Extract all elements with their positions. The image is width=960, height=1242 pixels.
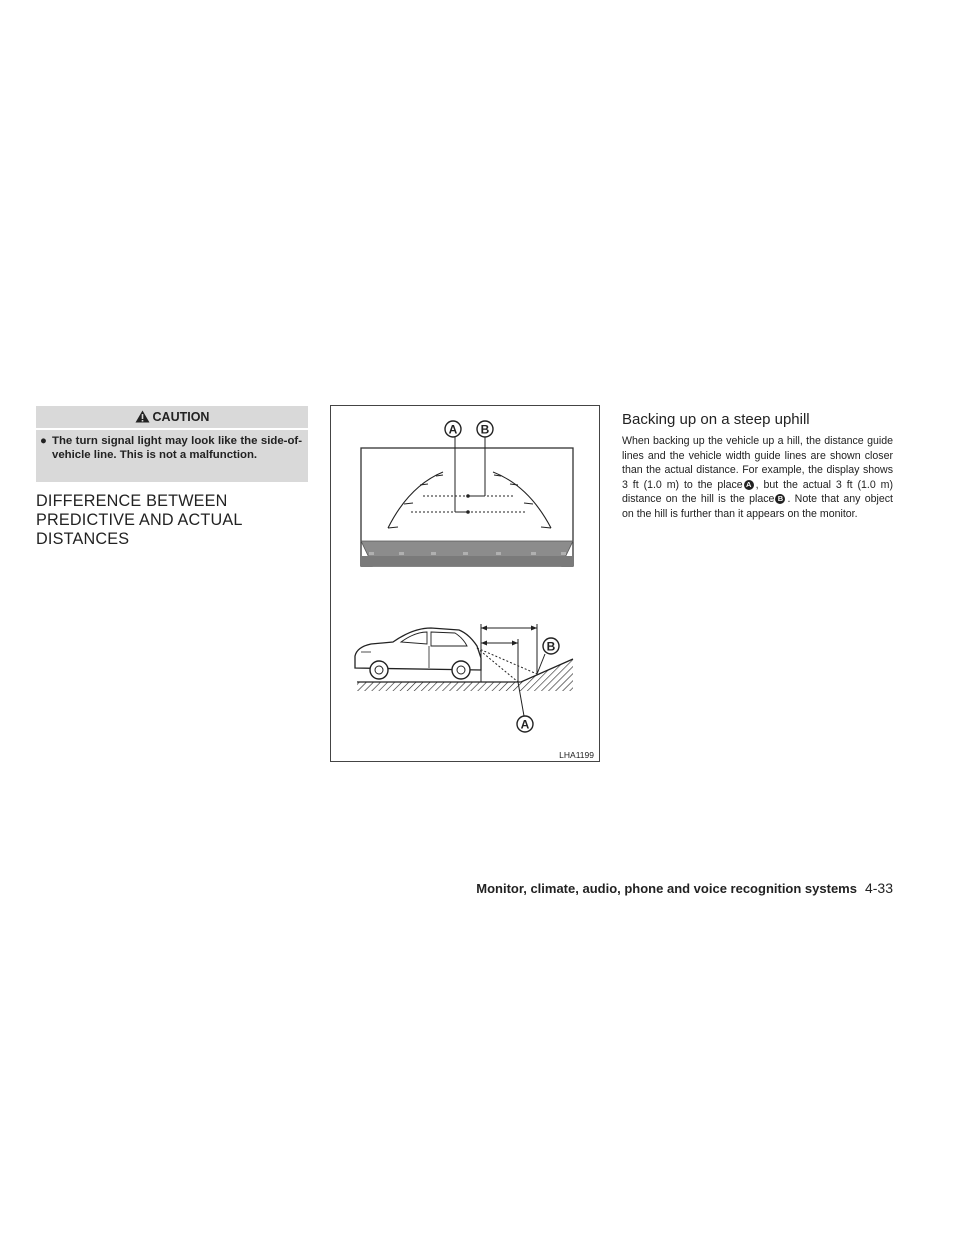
page-number: 4-33 xyxy=(864,880,893,896)
monitor-screen xyxy=(361,436,573,566)
car-illustration xyxy=(355,628,481,679)
caution-header xyxy=(36,406,308,430)
caution-text: The turn signal light may look like the side-of-vehicle line. This is not a malfunction. xyxy=(52,435,302,461)
page-footer xyxy=(476,880,893,896)
label-b-text: B xyxy=(480,422,490,437)
footer-title: Monitor, climate, audio, phone and voice recognition systems xyxy=(476,881,857,896)
paragraph-text-2: , but the actual 3 ft (1.0 m) distance on the hill is the place xyxy=(622,478,894,505)
caution-item xyxy=(40,434,302,462)
label-a-text: A xyxy=(448,422,458,437)
backing-uphill-diagram xyxy=(331,406,601,763)
side-view-scene xyxy=(355,624,573,716)
label-a-side-text: A xyxy=(520,717,530,732)
figure-code: LHA1199 xyxy=(559,750,594,760)
bullet: ● xyxy=(40,435,47,447)
section-heading: DIFFERENCE BETWEEN PREDICTIVE AND ACTUAL DISTANCES xyxy=(36,492,242,548)
warning-icon xyxy=(135,410,150,423)
label-b-side xyxy=(543,638,559,654)
subsection-paragraph xyxy=(622,434,893,521)
marker-a: A xyxy=(744,480,754,490)
label-b-top xyxy=(477,421,493,437)
paragraph-text-1: When backing up the vehicle up a hill, the distance guide lines and the vehicle width guide lines are shown closer than the actual distance. For example, the display shows 3 ft (1.0 m) to the place xyxy=(622,435,893,491)
caution-box xyxy=(36,406,308,482)
paragraph-text-3: . Note that any object on the hill is further than it appears on the monitor. xyxy=(622,493,893,520)
label-b-side-text: B xyxy=(546,639,556,654)
subsection-heading: Backing up on a steep uphill xyxy=(622,411,810,428)
caution-title: CAUTION xyxy=(152,410,210,424)
figure-illustration xyxy=(330,405,600,762)
label-a-top xyxy=(445,421,461,437)
marker-b: B xyxy=(775,494,785,504)
label-a-side xyxy=(517,716,533,732)
